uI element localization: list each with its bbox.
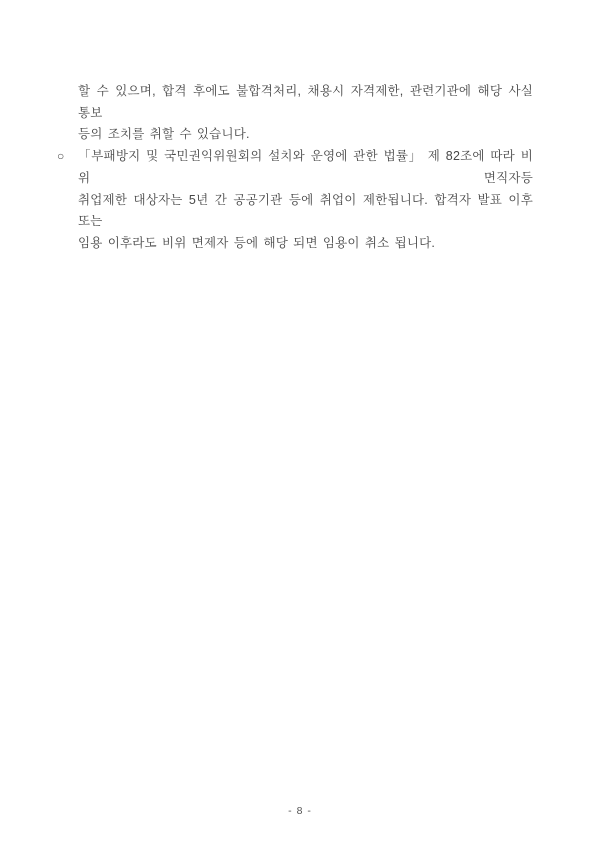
paragraph-line: 임용 이후라도 비위 면제자 등에 해당 되면 임용이 취소 됩니다. <box>78 235 436 250</box>
bullet-paragraph <box>57 146 533 255</box>
paragraph-line: 등의 조치를 취할 수 있습니다. <box>78 127 250 142</box>
paragraph-line: 「부패방지 및 국민권익위원회의 설치와 운영에 관한 법률」 제 82조에 따라 비위 면직자등 <box>78 149 533 185</box>
paragraph-continuation <box>78 81 533 146</box>
text-block <box>57 81 533 255</box>
paragraph-line: 할 수 있으며, 합격 후에도 불합격처리, 채용시 자격제한, 관련기관에 해당 사실 통보 <box>78 84 533 120</box>
circle-bullet: ○ <box>57 149 65 164</box>
paragraph-line: 취업제한 대상자는 5년 간 공공기관 등에 취업이 제한됩니다. 합격자 발표 이후 또는 <box>78 192 533 229</box>
page-number: - 8 - <box>288 805 312 817</box>
